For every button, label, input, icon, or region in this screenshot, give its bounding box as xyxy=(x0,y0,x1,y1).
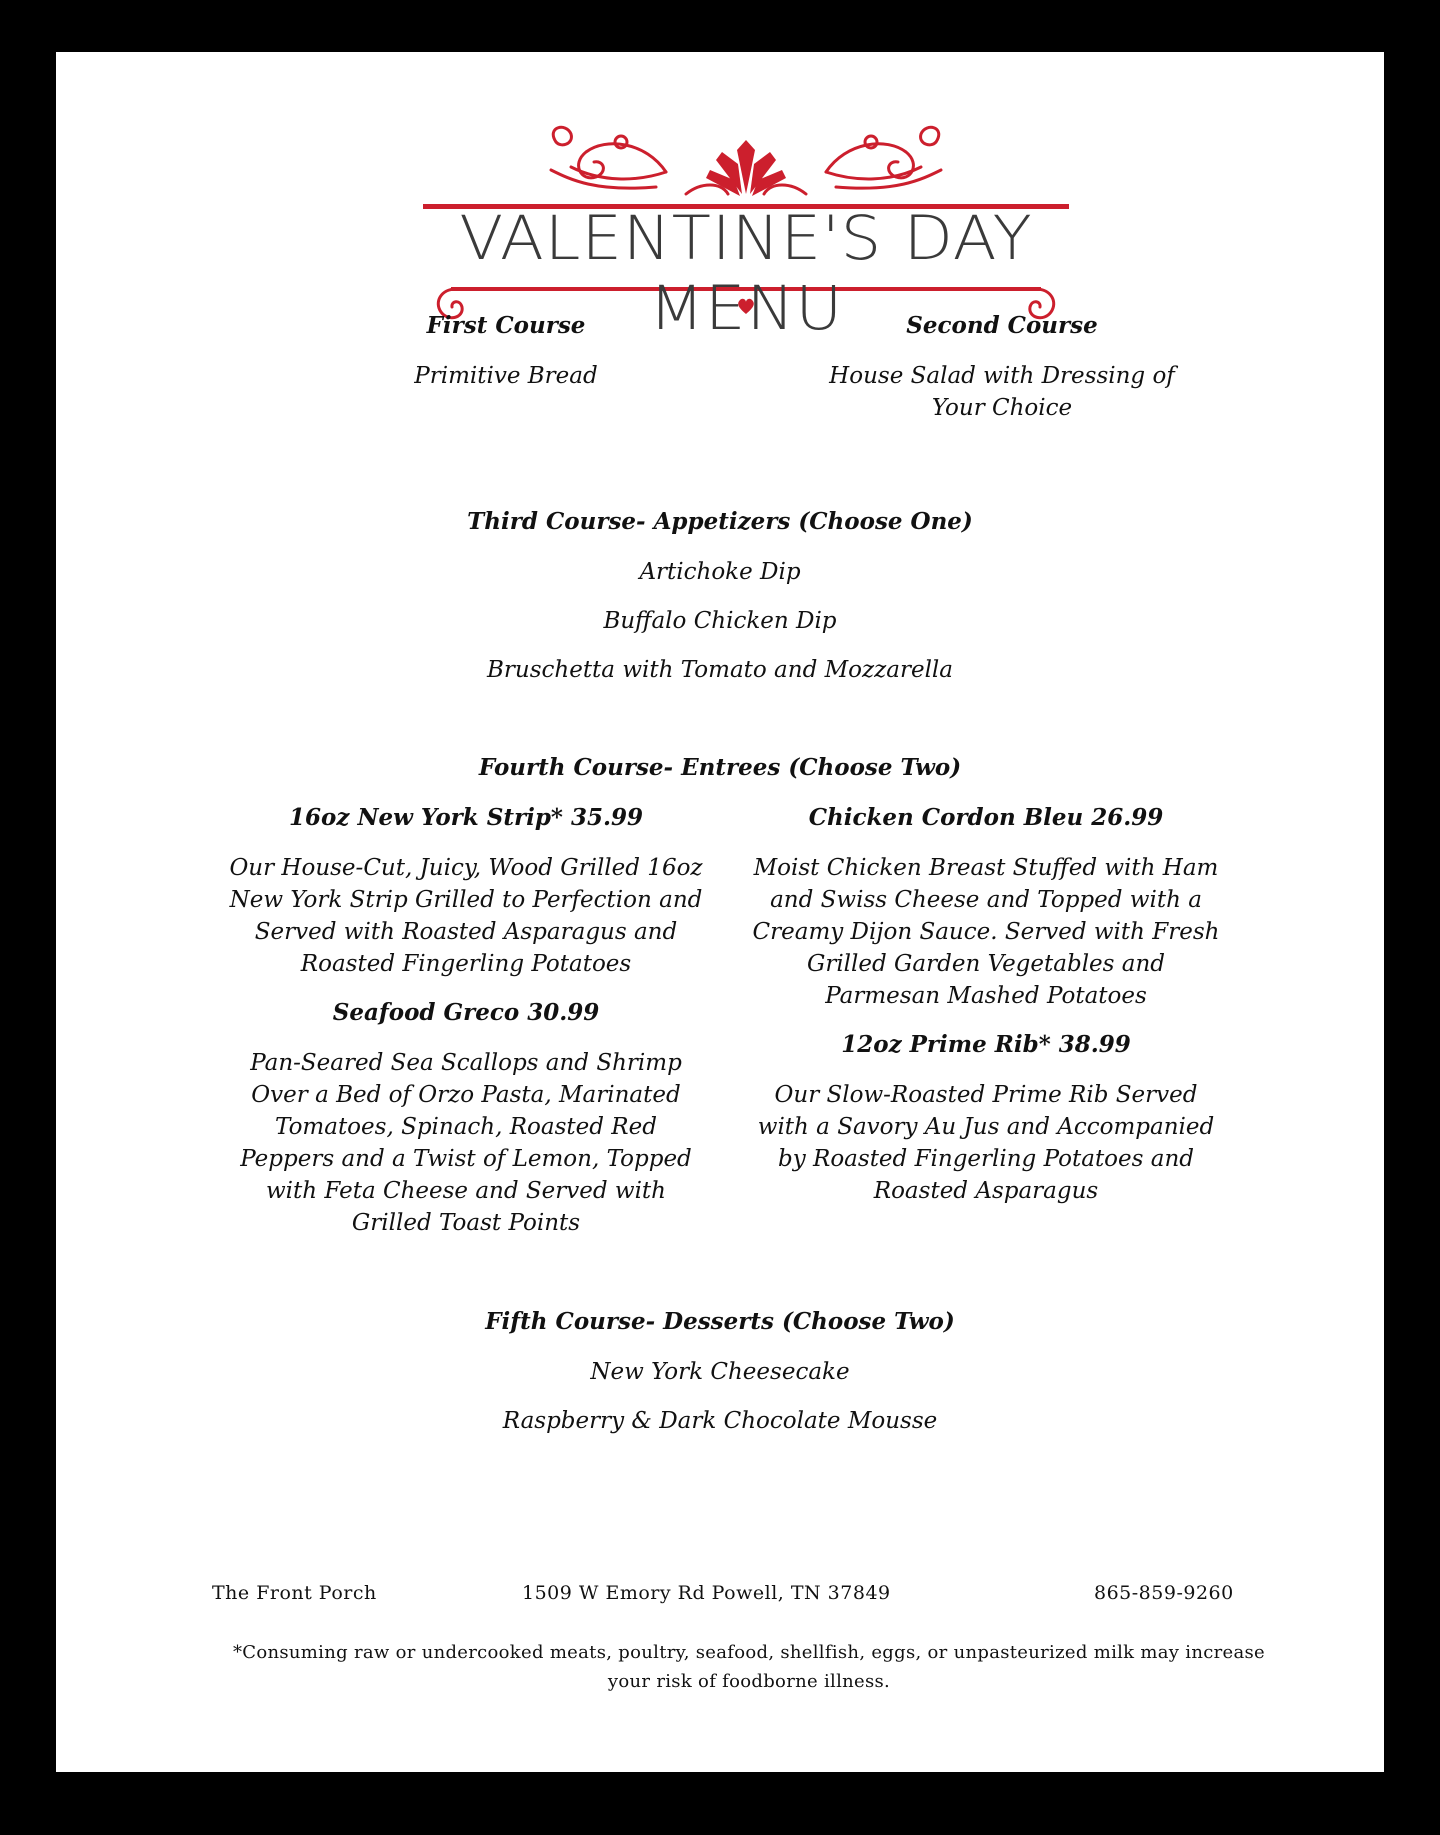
third-course-heading: Third Course- Appetizers (Choose One) xyxy=(467,508,973,535)
entree-description: Our House-Cut, Juicy, Wood Grilled 16oz New York Strip Grilled to Perfection and Served with Roasted Asparagus and Roasted Fingerling Potatoes xyxy=(229,855,703,977)
entree-description: Our Slow-Roasted Prime Rib Served with a Savory Au Jus and Accompanied by Roasted Fingerling Potatoes and Roasted Asparagus xyxy=(757,1082,1215,1204)
title-block xyxy=(356,82,1136,345)
first-course xyxy=(276,310,736,409)
entrees-right xyxy=(746,802,1226,1224)
second-course xyxy=(772,310,1232,441)
dessert-item: Raspberry & Dark Chocolate Mousse xyxy=(502,1408,938,1434)
menu-page xyxy=(56,52,1384,1772)
first-course-item: Primitive Bread xyxy=(414,363,598,389)
food-safety-disclaimer: *Consuming raw or undercooked meats, poultry, seafood, shellfish, eggs, or unpasteurized milk may increase your risk of foodborne illness. xyxy=(232,1642,1266,1692)
restaurant-phone: 865-859-9260 xyxy=(1094,1582,1234,1604)
entree-name: Seafood Greco 30.99 xyxy=(332,999,600,1026)
fourth-course-heading: Fourth Course- Entrees (Choose Two) xyxy=(478,754,962,781)
entree-description: Moist Chicken Breast Stuffed with Ham and Swiss Cheese and Topped with a Creamy Dijon Sauce. Served with Fresh Grilled Garden Vegetables and Parmesan Mashed Potatoes xyxy=(752,855,1220,1009)
fifth-course xyxy=(320,1306,1120,1454)
appetizer-item: Buffalo Chicken Dip xyxy=(603,608,837,634)
dessert-item: New York Cheesecake xyxy=(590,1359,850,1385)
entree-name: Chicken Cordon Bleu 26.99 xyxy=(808,804,1164,831)
second-course-item: House Salad with Dressing of Your Choice xyxy=(829,363,1175,421)
entree-name: 12oz Prime Rib* 38.99 xyxy=(841,1031,1131,1058)
fourth-course xyxy=(320,752,1120,802)
restaurant-address: 1509 W Emory Rd Powell, TN 37849 xyxy=(522,1582,891,1604)
entrees-left xyxy=(226,802,706,1256)
fifth-course-heading: Fifth Course- Desserts (Choose Two) xyxy=(485,1308,955,1335)
restaurant-name: The Front Porch xyxy=(212,1582,377,1604)
entree-name: 16oz New York Strip* 35.99 xyxy=(289,804,643,831)
entree-description: Pan-Seared Sea Scallops and Shrimp Over a Bed of Orzo Pasta, Marinated Tomatoes, Spinach, Roasted Red Peppers and a Twist of Lemon, Topped with Feta Cheese and Served with Grilled Toast Points xyxy=(240,1050,692,1236)
appetizer-item: Artichoke Dip xyxy=(639,559,801,585)
second-course-heading: Second Course xyxy=(906,312,1098,339)
appetizer-item: Bruschetta with Tomato and Mozzarella xyxy=(487,657,953,683)
menu-title: VALENTINE'S DAY MENU xyxy=(459,203,1033,345)
first-course-heading: First Course xyxy=(426,312,586,339)
third-course xyxy=(320,506,1120,703)
